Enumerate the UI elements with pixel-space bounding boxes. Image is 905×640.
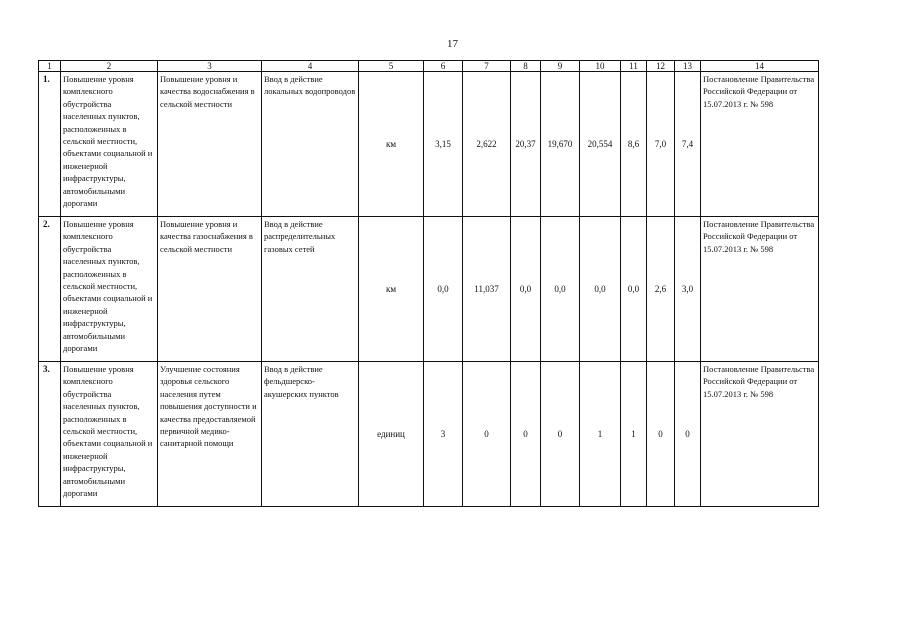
value-cell: 8,6 — [621, 72, 647, 217]
value-cell: 0 — [511, 362, 541, 507]
column-number: 8 — [511, 61, 541, 72]
column-number: 6 — [424, 61, 463, 72]
value-cell: 2,622 — [463, 72, 511, 217]
value-cell: 0 — [647, 362, 675, 507]
value-cell: 7,0 — [647, 72, 675, 217]
unit-cell: км — [359, 217, 424, 362]
value-cell: 0,0 — [621, 217, 647, 362]
task-cell: Повышение уровня и качества газоснабжения в сельской местности — [158, 217, 262, 362]
unit-cell: единиц — [359, 362, 424, 507]
table-row — [39, 362, 819, 507]
task-cell: Повышение уровня и качества водоснабжения в сельской местности — [158, 72, 262, 217]
value-cell: 0,0 — [424, 217, 463, 362]
value-cell: 20,554 — [580, 72, 621, 217]
value-cell: 20,37 — [511, 72, 541, 217]
column-number: 4 — [262, 61, 359, 72]
indicators-table — [38, 60, 819, 507]
column-number: 14 — [701, 61, 819, 72]
value-cell: 1 — [621, 362, 647, 507]
task-cell: Улучшение состояния здоровья сельского населения путем повышения доступности и качества предоставляемой первичной медико-санитарной помощи — [158, 362, 262, 507]
table-row — [39, 217, 819, 362]
column-number: 1 — [39, 61, 61, 72]
column-number: 2 — [61, 61, 158, 72]
column-number: 13 — [675, 61, 701, 72]
column-number: 5 — [359, 61, 424, 72]
column-number: 12 — [647, 61, 675, 72]
column-number: 9 — [541, 61, 580, 72]
basis-cell: Постановление Правительства Российской Федерации от 15.07.2013 г. № 598 — [701, 217, 819, 362]
column-number: 3 — [158, 61, 262, 72]
value-cell: 2,6 — [647, 217, 675, 362]
value-cell: 7,4 — [675, 72, 701, 217]
row-index: 1. — [39, 72, 61, 217]
row-index: 2. — [39, 217, 61, 362]
basis-cell: Постановление Правительства Российской Федерации от 15.07.2013 г. № 598 — [701, 362, 819, 507]
indicator-cell: Ввод в действие локальных водопроводов — [262, 72, 359, 217]
value-cell: 0 — [463, 362, 511, 507]
value-cell: 0 — [675, 362, 701, 507]
column-number: 10 — [580, 61, 621, 72]
goal-cell: Повышение уровня комплексного обустройства населенных пунктов, расположенных в сельской местности, объектами социальной и инженерной инфраструктуры, автомобильными дорогами — [61, 362, 158, 507]
goal-cell: Повышение уровня комплексного обустройства населенных пунктов, расположенных в сельской местности, объектами социальной и инженерной инфраструктуры, автомобильными дорогами — [61, 217, 158, 362]
page-number: 17 — [447, 38, 458, 50]
value-cell: 11,037 — [463, 217, 511, 362]
row-index: 3. — [39, 362, 61, 507]
indicator-cell: Ввод в действие фельдшерско-акушерских пунктов — [262, 362, 359, 507]
value-cell: 3,15 — [424, 72, 463, 217]
value-cell: 0,0 — [541, 217, 580, 362]
value-cell: 0,0 — [580, 217, 621, 362]
goal-cell: Повышение уровня комплексного обустройства населенных пунктов, расположенных в сельской местности, объектами социальной и инженерной инфраструктуры, автомобильными дорогами — [61, 72, 158, 217]
column-number-row — [39, 61, 819, 72]
value-cell: 0,0 — [511, 217, 541, 362]
value-cell: 1 — [580, 362, 621, 507]
value-cell: 19,670 — [541, 72, 580, 217]
indicator-cell: Ввод в действие распределительных газовых сетей — [262, 217, 359, 362]
column-number: 7 — [463, 61, 511, 72]
value-cell: 3 — [424, 362, 463, 507]
value-cell: 0 — [541, 362, 580, 507]
table-row — [39, 72, 819, 217]
basis-cell: Постановление Правительства Российской Федерации от 15.07.2013 г. № 598 — [701, 72, 819, 217]
value-cell: 3,0 — [675, 217, 701, 362]
unit-cell: км — [359, 72, 424, 217]
column-number: 11 — [621, 61, 647, 72]
